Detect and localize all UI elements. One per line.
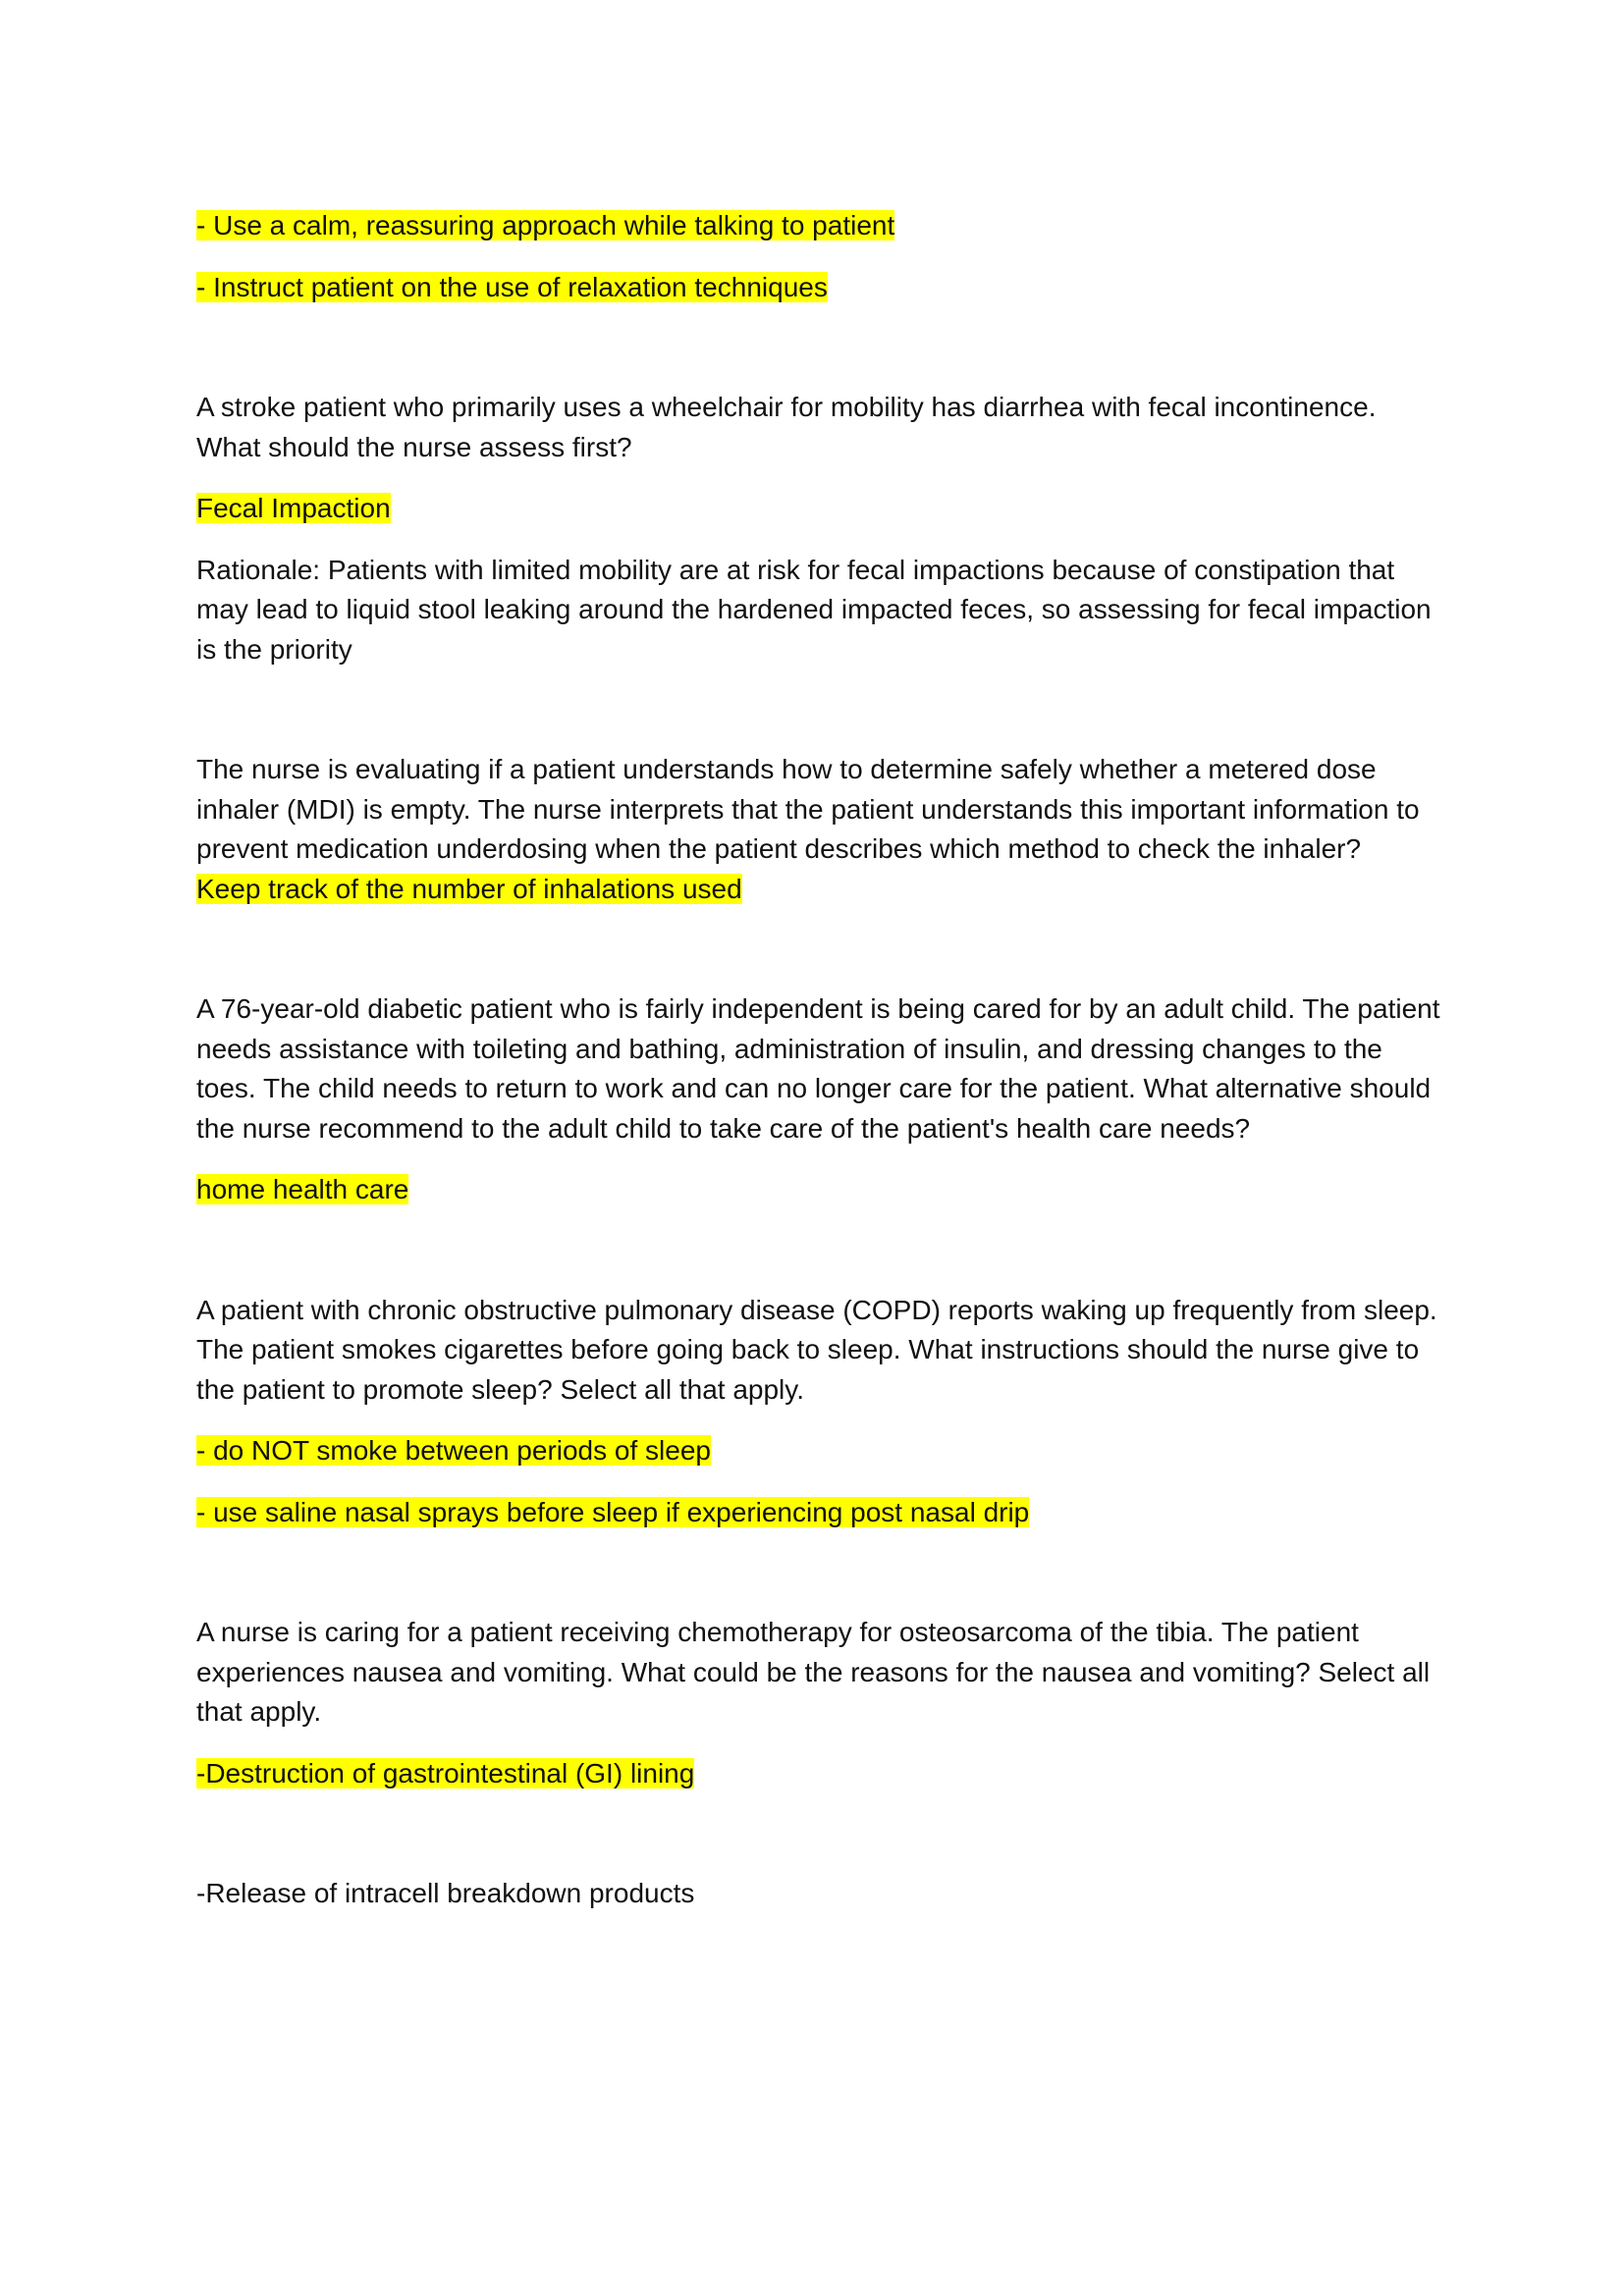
question-text: A patient with chronic obstructive pulmonary disease (COPD) reports waking up frequently from sleep. The patient smokes cigarettes before going back to sleep. What instructions should the nurse give to the patient to promote sleep? Select all that apply.: [196, 1294, 1437, 1405]
spacer: [196, 931, 1443, 989]
answer-item: [196, 1493, 1443, 1533]
spacer: [196, 329, 1443, 388]
highlighted-answer: Fecal Impaction: [196, 493, 391, 523]
spacer: [196, 691, 1443, 750]
question-text: A nurse is caring for a patient receiving chemotherapy for osteosarcoma of the tibia. The patient experiences nausea and vomiting. What could be the reasons for the nausea and vomiting? Select all that apply.: [196, 1617, 1431, 1727]
spacer: [196, 1554, 1443, 1613]
answer-item: [196, 206, 1443, 246]
answer-item: [196, 268, 1443, 308]
document-content: [196, 206, 1443, 1936]
spacer: [196, 1232, 1443, 1291]
question-text: A stroke patient who primarily uses a wheelchair for mobility has diarrhea with fecal incontinence. What should the nurse assess first?: [196, 392, 1377, 462]
answer-item: [196, 489, 1443, 529]
answer-item: [196, 1754, 1443, 1794]
answer-item-plain: -Release of intracell breakdown products: [196, 1878, 695, 1908]
question-text: The nurse is evaluating if a patient understands how to determine safely whether a metered dose inhaler (MDI) is empty. The nurse interprets that the patient understands this important information to prevent medication underdosing when the patient describes which method to check the inhaler?: [196, 754, 1420, 864]
highlighted-answer: -Destruction of gastrointestinal (GI) lining: [196, 1757, 695, 1789]
answer-item: [196, 1170, 1443, 1210]
highlighted-answer: - use saline nasal sprays before sleep if experiencing post nasal drip: [196, 1496, 1030, 1527]
highlighted-answer: - do NOT smoke between periods of sleep: [196, 1435, 711, 1466]
highlighted-answer: Keep track of the number of inhalations used: [196, 873, 742, 904]
answer-item: [196, 1431, 1443, 1471]
highlighted-answer: home health care: [196, 1174, 409, 1204]
highlighted-answer: - Use a calm, reassuring approach while talking to patient: [196, 210, 895, 240]
rationale-text: Rationale: Patients with limited mobility are at risk for fecal impactions because of constipation that may lead to liquid stool leaking around the hardened impacted feces, so assessing for fecal impaction is the priority: [196, 554, 1432, 665]
highlighted-answer: - Instruct patient on the use of relaxation techniques: [196, 271, 828, 302]
question-text: A 76-year-old diabetic patient who is fairly independent is being cared for by an adult child. The patient needs assistance with toileting and bathing, administration of insulin, and dressing changes to the toes. The child needs to return to work and can no longer care for the patient. What alternative should the nurse recommend to the adult child to take care of the patient's health care needs?: [196, 993, 1440, 1144]
spacer: [196, 1815, 1443, 1874]
answer-item: [196, 870, 1443, 910]
